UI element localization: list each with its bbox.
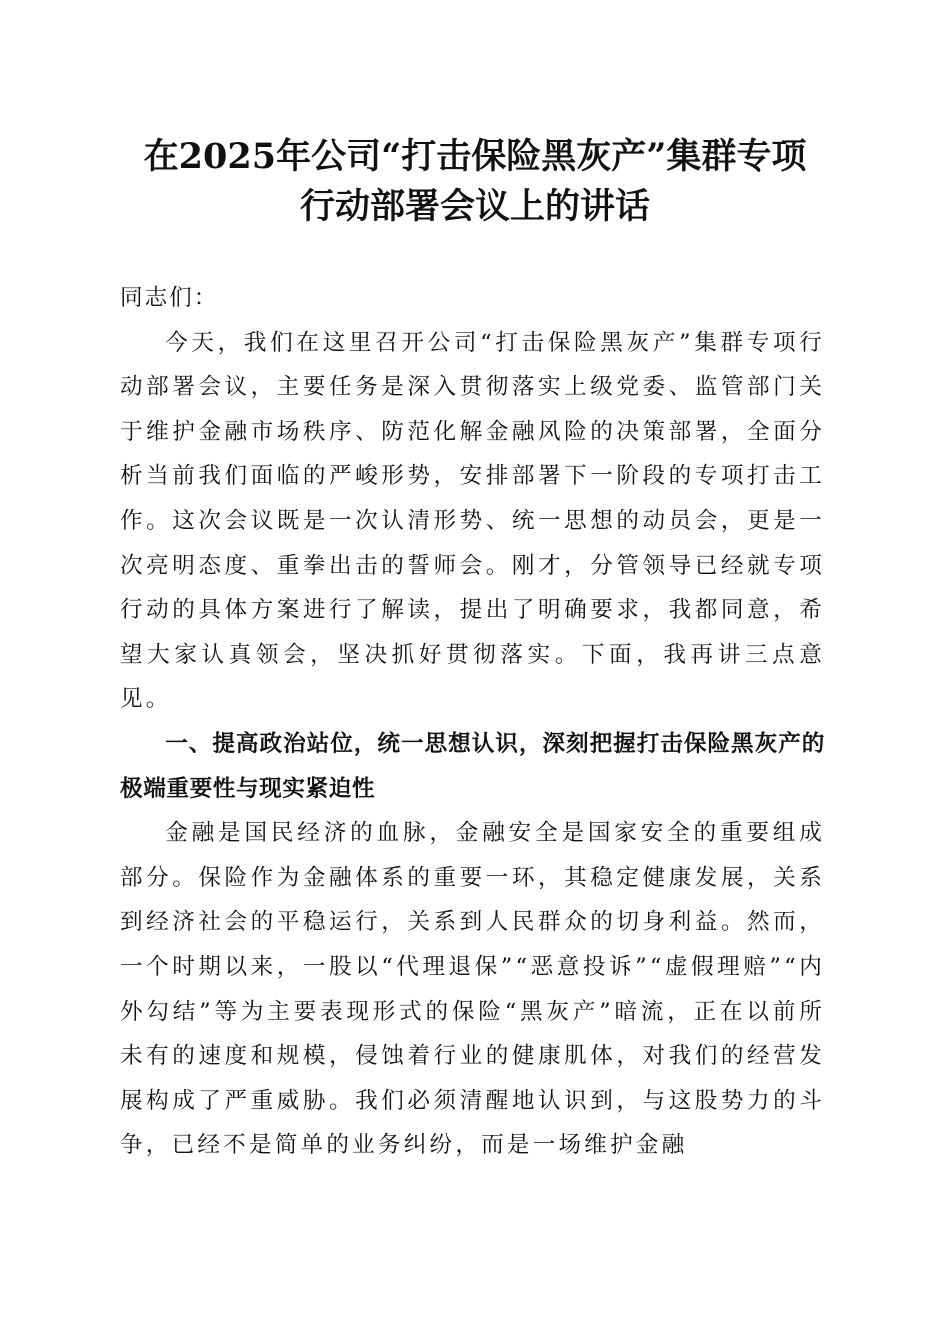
section-1-paragraph: 金融是国民经济的血脉，金融安全是国家安全的重要组成部分。保险作为金融体系的重要一环，其稳定健康发展，关系到经济社会的平稳运行，关系到人民群众的切身利益。然而，一个时期以来，一股以“代理退保”“恶意投诉”“虚假理赔”“内外勾结”等为主要表现形式的保险“黑灰产”暗流，正在以前所未有的速度和规模，侵蚀着行业的健康肌体，对我们的经营发展构成了严重威胁。我们必须清醒地认识到，与这股势力的斗争，已经不是简单的业务纠纷，而是一场维护金融 [120, 820, 825, 1159]
title-line-2: 行动部署会议上的讲话 [299, 186, 650, 227]
salutation: 同志们： [120, 285, 219, 311]
document-title [110, 132, 840, 232]
intro-paragraph: 今天，我们在这里召开公司“打击保险黑灰产”集群专项行动部署会议，主要任务是深入贯彻落实上级党委、监管部门关于维护金融市场秩序、防范化解金融风险的决策部署，全面分析当前我们面临的严峻形势，安排部署下一阶段的专项打击工作。这次会议既是一次认清形势、统一思想的动员会，更是一次亮明态度、重拳出击的誓师会。刚才，分管领导已经就专项行动的具体方案进行了解读，提出了明确要求，我都同意，希望大家认真领会，坚决抓好贯彻落实。下面，我再讲三点意见。 [120, 329, 825, 713]
title-line-1: 在2025年公司“打击保险黑灰产”集群专项 [143, 136, 807, 177]
section-1-heading: 一、提高政治站位，统一思想认识，深刻把握打击保险黑灰产的极端重要性与现实紧迫性 [120, 730, 825, 802]
document-body [120, 276, 825, 1168]
